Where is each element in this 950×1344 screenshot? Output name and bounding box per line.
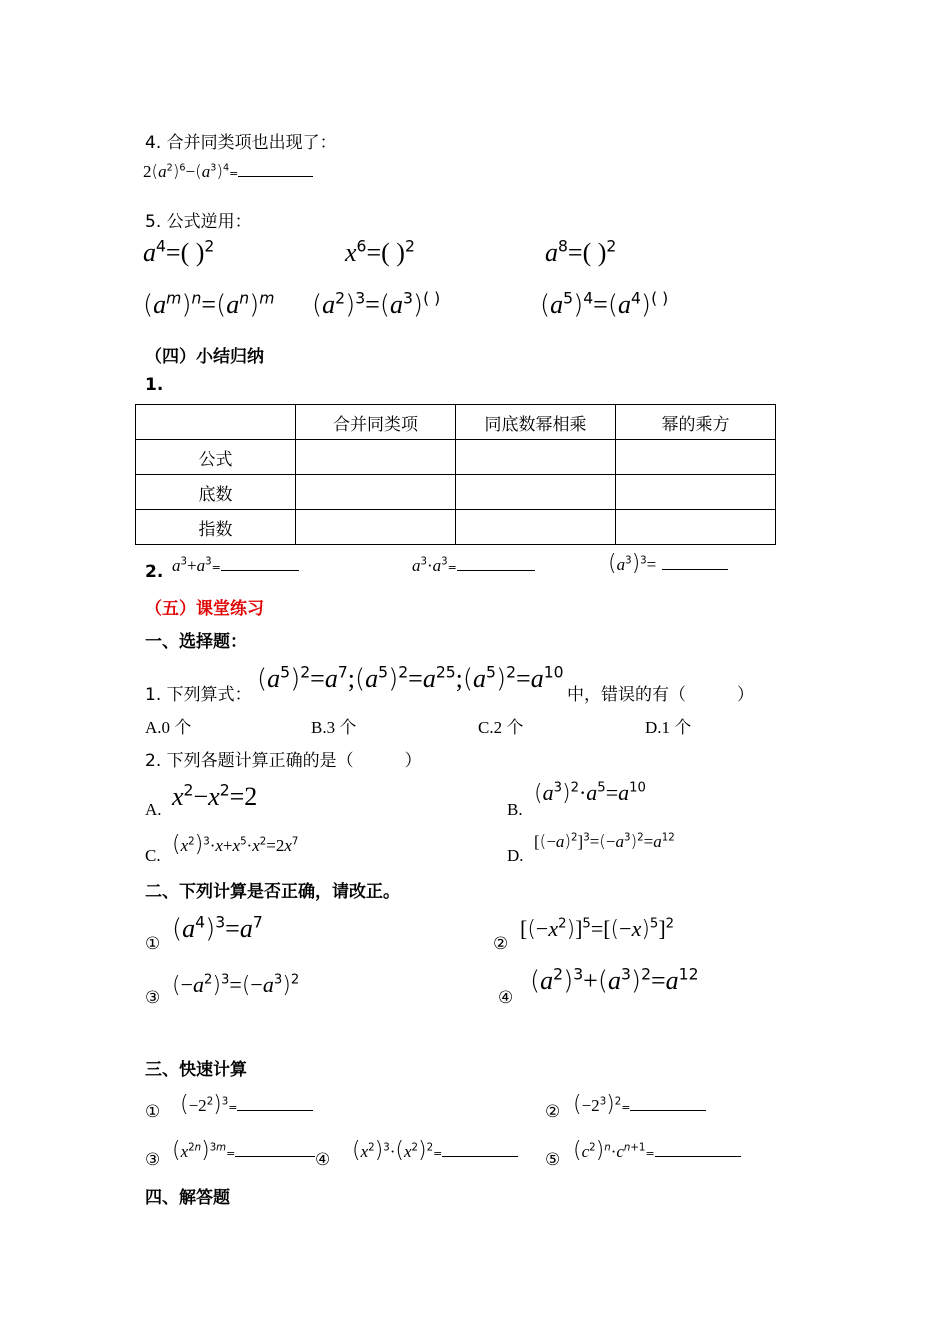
table-row bbox=[136, 405, 776, 440]
choice-q2-label-a[interactable]: A. bbox=[145, 800, 162, 819]
fast-mark-1: ① bbox=[145, 1102, 161, 1122]
correct-expression-3: $(-a^2)^3=(-a^3)^2$ bbox=[172, 972, 300, 998]
correct-mark-2: ② bbox=[493, 934, 509, 954]
fast-expression-3: $(x^{2n})^{3m}=$ bbox=[172, 1138, 315, 1163]
table-header-cell: 合并同类项 bbox=[296, 405, 456, 440]
choice-q1-suffix: 中，错误的有（ ） bbox=[567, 685, 754, 705]
summary-q2-number: 2. bbox=[145, 562, 164, 582]
inverse-a8: $a^8=$( )$^2$ bbox=[545, 237, 617, 267]
correct-mark-3: ③ bbox=[145, 988, 161, 1008]
choice-q1-option-a[interactable]: A.0 个 bbox=[145, 718, 192, 737]
choice-q1-option-d[interactable]: D.1 个 bbox=[645, 718, 692, 737]
summary-q2-sum: $a^3+a^3=$ bbox=[172, 556, 299, 576]
fast-mark-4: ④ bbox=[315, 1150, 331, 1170]
table-row-label: 底数 bbox=[136, 475, 296, 510]
fast-mark-5: ⑤ bbox=[545, 1150, 561, 1170]
choice-q2-prefix: 2. 下列各题计算正确的是（ ） bbox=[145, 751, 422, 771]
table-row bbox=[136, 510, 776, 545]
fast-expression-5: $(c^2)^n\cdot c^{n+1}=$ bbox=[573, 1138, 741, 1163]
summary-q2-product: $a^3\cdot a^3=$ bbox=[412, 556, 535, 576]
table-row-label: 公式 bbox=[136, 440, 296, 475]
inverse-a2-3: $(a^2)^3=(a^3)^{( )}$ bbox=[312, 289, 441, 320]
item-4-label: 4. 合并同类项也出现了： bbox=[145, 133, 337, 153]
table-header-cell bbox=[136, 405, 296, 440]
choice-q2-option-d[interactable]: $[(-a)^2]^3=(-a^3)^2=a^{12}$ bbox=[534, 832, 675, 852]
fast-expression-1: $(-2^2)^3=$ bbox=[180, 1092, 313, 1117]
inverse-amn: $(a^m)^n=(a^n)^m$ bbox=[143, 289, 275, 320]
correct-expression-2: $[(-x^2)]^5=[(-x)^5]^2$ bbox=[520, 916, 675, 942]
fast-mark-2: ② bbox=[545, 1102, 561, 1122]
choice-q2-label-b[interactable]: B. bbox=[507, 800, 523, 819]
choice-q2-label-c[interactable]: C. bbox=[145, 846, 161, 865]
section-5-title: （五）课堂练习 bbox=[145, 599, 264, 619]
correct-expression-4: $(a^2)^3+(a^3)^2=a^{12}$ bbox=[530, 965, 699, 996]
inverse-a4: $a^4=$( )$^2$ bbox=[143, 237, 215, 267]
summary-q2-power: $(a^3)^3=$ bbox=[608, 551, 728, 576]
choice-title: 一、选择题： bbox=[145, 632, 247, 652]
choice-q2-option-c[interactable]: $(x^2)^3\cdot x+x^5\cdot x^2=2x^7$ bbox=[172, 832, 299, 857]
choice-q2-option-a[interactable]: $x^2-x^2=2$ bbox=[172, 781, 258, 811]
fast-expression-2: $(-2^3)^2=$ bbox=[573, 1092, 706, 1117]
summary-table bbox=[135, 404, 776, 545]
correct-expression-1: $(a^4)^3=a^7$ bbox=[172, 913, 263, 944]
summary-number: 1. bbox=[145, 375, 164, 395]
choice-q1-option-b[interactable]: B.3 个 bbox=[311, 718, 357, 737]
section-4-title: （四）小结归纳 bbox=[145, 347, 264, 367]
correct-mark-4: ④ bbox=[498, 988, 514, 1008]
table-header-cell: 同底数幂相乘 bbox=[456, 405, 616, 440]
table-row bbox=[136, 440, 776, 475]
choice-q1-option-c[interactable]: C.2 个 bbox=[478, 718, 524, 737]
choice-q1-formulas: $(a^5)^2=a^7;(a^5)^2=a^{25};(a^5)^2=a^{10}$ bbox=[257, 663, 564, 694]
item-4-expression: $2(a^2)^6-(a^3)^4=$ bbox=[143, 162, 313, 182]
table-row-label: 指数 bbox=[136, 510, 296, 545]
choice-q2-option-b[interactable]: $(a^3)^2\cdot a^5=a^{10}$ bbox=[534, 780, 646, 806]
solve-title: 四、解答题 bbox=[145, 1188, 230, 1208]
fast-title: 三、快速计算 bbox=[145, 1060, 247, 1080]
correct-title: 二、下列计算是否正确，请改正。 bbox=[145, 882, 400, 902]
correct-mark-1: ① bbox=[145, 934, 161, 954]
fast-expression-4: $(x^2)^3\cdot(x^2)^2=$ bbox=[352, 1138, 518, 1163]
fast-mark-3: ③ bbox=[145, 1150, 161, 1170]
inverse-x6: $x^6=$( )$^2$ bbox=[345, 237, 415, 267]
choice-q2-label-d[interactable]: D. bbox=[507, 846, 524, 865]
item-5-label: 5. 公式逆用： bbox=[145, 212, 252, 232]
inverse-a5-4: $(a^5)^4=(a^4)^{( )}$ bbox=[540, 289, 669, 320]
choice-q1-prefix: 1. 下列算式： bbox=[145, 685, 252, 705]
table-header-cell: 幂的乘方 bbox=[616, 405, 776, 440]
table-row bbox=[136, 475, 776, 510]
